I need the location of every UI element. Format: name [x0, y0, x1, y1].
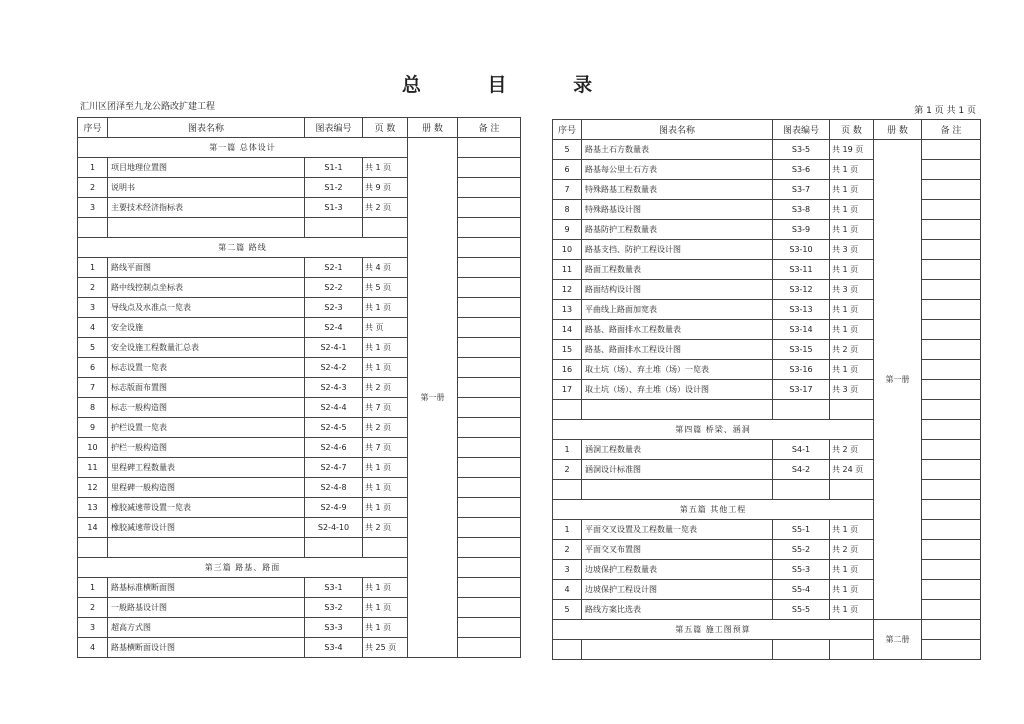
volume-cell: 第二册: [874, 620, 922, 660]
row-number: 8: [78, 398, 108, 418]
drawing-name: 说明书: [108, 178, 305, 198]
remark-cell: [922, 300, 981, 320]
drawing-code: S3-10: [773, 240, 830, 260]
empty-cell: [773, 640, 830, 660]
row-number: 7: [553, 180, 582, 200]
row-number: 3: [553, 560, 582, 580]
volume-cell: 第一册: [874, 140, 922, 620]
volume-cell: 第一册: [408, 138, 458, 658]
empty-cell: [773, 480, 830, 500]
empty-cell: [78, 538, 108, 558]
drawing-name: 一般路基设计图: [108, 598, 305, 618]
table-row: [78, 138, 521, 158]
empty-cell: [830, 640, 874, 660]
remark-cell: [922, 380, 981, 400]
drawing-name: 路基防护工程数量表: [582, 220, 773, 240]
remark-cell: [922, 620, 981, 640]
page-count: 共 2 页: [363, 198, 408, 218]
table-header-row: [553, 120, 981, 140]
drawing-code: S1-1: [305, 158, 363, 178]
drawing-name: 标志版面布置图: [108, 378, 305, 398]
empty-cell: [305, 538, 363, 558]
col-header-code: 图表编号: [305, 118, 363, 138]
page-count: 共 1 页: [830, 220, 874, 240]
col-header-code: 图表编号: [773, 120, 830, 140]
remark-cell: [458, 298, 521, 318]
empty-cell: [553, 400, 582, 420]
table-row: [553, 620, 981, 640]
page-count: 共 7 页: [363, 398, 408, 418]
page-count: 共 1 页: [830, 520, 874, 540]
drawing-code: S3-12: [773, 280, 830, 300]
drawing-code: S2-4-7: [305, 458, 363, 478]
row-number: 5: [553, 140, 582, 160]
drawing-code: S2-4: [305, 318, 363, 338]
row-number: 1: [78, 258, 108, 278]
drawing-name: 涵洞工程数量表: [582, 440, 773, 460]
drawing-name: 路基每公里土石方表: [582, 160, 773, 180]
row-number: 12: [553, 280, 582, 300]
drawing-name: 取土坑（场）、弃土堆（场）一览表: [582, 360, 773, 380]
drawing-name: 平面交叉设置及工程数量一览表: [582, 520, 773, 540]
remark-cell: [458, 358, 521, 378]
drawing-code: S4-1: [773, 440, 830, 460]
drawing-name: 取土坑（场）、弃土堆（场）设计图: [582, 380, 773, 400]
page-count: 共 24 页: [830, 460, 874, 480]
remark-cell: [458, 458, 521, 478]
row-number: 2: [553, 540, 582, 560]
page-info: 第 1 页 共 1 页: [914, 106, 976, 116]
drawing-name: 路基、路面排水工程设计图: [582, 340, 773, 360]
remark-cell: [922, 140, 981, 160]
col-header-no: 序号: [78, 118, 108, 138]
drawing-name: 路基标准横断面图: [108, 578, 305, 598]
drawing-name: 路基支挡、防护工程设计图: [582, 240, 773, 260]
row-number: 5: [78, 338, 108, 358]
drawing-name: 路面工程数量表: [582, 260, 773, 280]
remark-cell: [922, 220, 981, 240]
drawing-code: S3-9: [773, 220, 830, 240]
page-count: 共 7 页: [363, 438, 408, 458]
drawing-code: S3-14: [773, 320, 830, 340]
drawing-code: S2-4-4: [305, 398, 363, 418]
page-count: 共 3 页: [830, 240, 874, 260]
drawing-code: S2-3: [305, 298, 363, 318]
remark-cell: [922, 580, 981, 600]
row-number: 11: [78, 458, 108, 478]
drawing-code: S5-3: [773, 560, 830, 580]
project-name: 汇川区团泽至九龙公路改扩建工程: [80, 102, 216, 112]
page-count: 共 1 页: [830, 580, 874, 600]
page-count: 共 1 页: [830, 320, 874, 340]
remark-cell: [922, 560, 981, 580]
empty-cell: [773, 400, 830, 420]
remark-cell: [458, 378, 521, 398]
remark-cell: [458, 258, 521, 278]
row-number: 5: [553, 600, 582, 620]
row-number: 2: [78, 278, 108, 298]
page-count: 共 1 页: [830, 200, 874, 220]
section-heading: 第一篇 总体设计: [78, 138, 408, 158]
empty-cell: [553, 640, 582, 660]
col-header-remark: 备 注: [458, 118, 521, 138]
empty-cell: [830, 400, 874, 420]
remark-cell: [922, 200, 981, 220]
remark-cell: [458, 158, 521, 178]
page-count: 共 2 页: [830, 340, 874, 360]
remark-cell: [458, 198, 521, 218]
remark-cell: [922, 420, 981, 440]
row-number: 14: [78, 518, 108, 538]
drawing-name: 导线点及水准点一览表: [108, 298, 305, 318]
row-number: 9: [78, 418, 108, 438]
table-header-row: [78, 118, 521, 138]
drawing-name: 特殊路基设计图: [582, 200, 773, 220]
page-count: 共 3 页: [830, 280, 874, 300]
remark-cell: [922, 180, 981, 200]
section-heading: 第二篇 路线: [78, 238, 408, 258]
drawing-code: S3-2: [305, 598, 363, 618]
remark-cell: [922, 400, 981, 420]
page-count: 共 1 页: [363, 598, 408, 618]
table-row: [553, 140, 981, 160]
row-number: 13: [78, 498, 108, 518]
empty-cell: [553, 480, 582, 500]
remark-cell: [458, 478, 521, 498]
drawing-name: 里程碑一般构造图: [108, 478, 305, 498]
empty-cell: [582, 640, 773, 660]
remark-cell: [922, 160, 981, 180]
drawing-code: S1-2: [305, 178, 363, 198]
empty-cell: [108, 538, 305, 558]
row-number: 1: [553, 520, 582, 540]
empty-cell: [582, 480, 773, 500]
remark-cell: [458, 178, 521, 198]
row-number: 4: [78, 318, 108, 338]
page-count: 共 1 页: [363, 618, 408, 638]
drawing-name: 平面交叉布置图: [582, 540, 773, 560]
drawing-code: S3-7: [773, 180, 830, 200]
row-number: 2: [553, 460, 582, 480]
remark-cell: [922, 340, 981, 360]
drawing-name: 主要技术经济指标表: [108, 198, 305, 218]
page-count: 共 1 页: [363, 338, 408, 358]
page-count: 共 5 页: [363, 278, 408, 298]
page-count: 共 1 页: [363, 478, 408, 498]
page-count: 共 4 页: [363, 258, 408, 278]
remark-cell: [922, 600, 981, 620]
drawing-code: S3-11: [773, 260, 830, 280]
page-count: 共 25 页: [363, 638, 408, 658]
page-count: 共 1 页: [830, 300, 874, 320]
row-number: 16: [553, 360, 582, 380]
page-count: 共 2 页: [363, 378, 408, 398]
drawing-name: 涵洞设计标准图: [582, 460, 773, 480]
page-count: 共 1 页: [363, 458, 408, 478]
col-header-remark: 备 注: [922, 120, 981, 140]
col-header-pages: 页 数: [830, 120, 874, 140]
row-number: 14: [553, 320, 582, 340]
row-number: 1: [78, 158, 108, 178]
col-header-volume: 册 数: [874, 120, 922, 140]
remark-cell: [458, 598, 521, 618]
page-count: 共 2 页: [363, 518, 408, 538]
page-count: 共 1 页: [830, 180, 874, 200]
drawing-name: 边坡保护工程设计图: [582, 580, 773, 600]
row-number: 12: [78, 478, 108, 498]
row-number: 6: [78, 358, 108, 378]
row-number: 17: [553, 380, 582, 400]
drawing-code: S3-6: [773, 160, 830, 180]
page-count: 共 2 页: [363, 418, 408, 438]
drawing-code: S2-4-9: [305, 498, 363, 518]
drawing-code: S2-4-10: [305, 518, 363, 538]
drawing-name: 路基横断面设计图: [108, 638, 305, 658]
remark-cell: [922, 240, 981, 260]
remark-cell: [458, 578, 521, 598]
page-count: 共 19 页: [830, 140, 874, 160]
drawing-code: S1-3: [305, 198, 363, 218]
drawing-name: 安全设施: [108, 318, 305, 338]
remark-cell: [458, 518, 521, 538]
row-number: 6: [553, 160, 582, 180]
toc-table-right: [552, 119, 981, 660]
section-heading: 第三篇 路基、路面: [78, 558, 408, 578]
remark-cell: [458, 418, 521, 438]
row-number: 8: [553, 200, 582, 220]
drawing-code: S5-2: [773, 540, 830, 560]
page-count: 共 1 页: [830, 360, 874, 380]
drawing-code: S2-2: [305, 278, 363, 298]
page-count: 共 3 页: [830, 380, 874, 400]
toc-table-left: [77, 117, 521, 658]
row-number: 10: [553, 240, 582, 260]
drawing-code: S2-4-3: [305, 378, 363, 398]
page-count: 共 1 页: [830, 600, 874, 620]
drawing-name: 护栏设置一览表: [108, 418, 305, 438]
remark-cell: [458, 318, 521, 338]
drawing-name: 路线平面图: [108, 258, 305, 278]
drawing-code: S3-13: [773, 300, 830, 320]
empty-cell: [108, 218, 305, 238]
row-number: 2: [78, 598, 108, 618]
remark-cell: [458, 498, 521, 518]
section-heading: 第五篇 施工图预算: [553, 620, 874, 640]
row-number: 3: [78, 198, 108, 218]
drawing-code: S3-1: [305, 578, 363, 598]
page-count: 共 2 页: [830, 440, 874, 460]
drawing-name: 橡胶减速带设计图: [108, 518, 305, 538]
empty-cell: [78, 218, 108, 238]
remark-cell: [458, 138, 521, 158]
empty-cell: [363, 218, 408, 238]
row-number: 3: [78, 298, 108, 318]
remark-cell: [458, 538, 521, 558]
page-count: 共 1 页: [363, 298, 408, 318]
row-number: 7: [78, 378, 108, 398]
remark-cell: [922, 480, 981, 500]
remark-cell: [922, 440, 981, 460]
drawing-code: S4-2: [773, 460, 830, 480]
row-number: 11: [553, 260, 582, 280]
remark-cell: [922, 540, 981, 560]
drawing-name: 路中线控制点坐标表: [108, 278, 305, 298]
drawing-name: 特殊路基工程数量表: [582, 180, 773, 200]
remark-cell: [922, 360, 981, 380]
remark-cell: [922, 460, 981, 480]
empty-cell: [582, 400, 773, 420]
drawing-code: S2-4-6: [305, 438, 363, 458]
drawing-code: S3-15: [773, 340, 830, 360]
drawing-code: S2-4-8: [305, 478, 363, 498]
page-count: 共 1 页: [363, 498, 408, 518]
col-header-no: 序号: [553, 120, 582, 140]
remark-cell: [458, 398, 521, 418]
drawing-name: 护栏一般构造图: [108, 438, 305, 458]
drawing-name: 路基土石方数量表: [582, 140, 773, 160]
empty-cell: [363, 538, 408, 558]
drawing-code: S2-1: [305, 258, 363, 278]
page-count: 共 1 页: [830, 160, 874, 180]
drawing-code: S2-4-2: [305, 358, 363, 378]
row-number: 10: [78, 438, 108, 458]
col-header-name: 图表名称: [582, 120, 773, 140]
drawing-code: S3-16: [773, 360, 830, 380]
page-count: 共 1 页: [830, 260, 874, 280]
remark-cell: [458, 618, 521, 638]
page-count: 共 2 页: [830, 540, 874, 560]
row-number: 1: [78, 578, 108, 598]
section-heading: 第五篇 其他工程: [553, 500, 874, 520]
row-number: 1: [553, 440, 582, 460]
drawing-code: S5-5: [773, 600, 830, 620]
page-count: 共 1 页: [363, 358, 408, 378]
page-count: 共 1 页: [363, 158, 408, 178]
page-count: 共 页: [363, 318, 408, 338]
remark-cell: [458, 218, 521, 238]
row-number: 4: [553, 580, 582, 600]
drawing-code: S3-17: [773, 380, 830, 400]
drawing-code: S2-4-1: [305, 338, 363, 358]
drawing-name: 标志一般构造图: [108, 398, 305, 418]
drawing-name: 超高方式图: [108, 618, 305, 638]
section-heading: 第四篇 桥梁、涵洞: [553, 420, 874, 440]
drawing-code: S3-3: [305, 618, 363, 638]
remark-cell: [922, 520, 981, 540]
row-number: 2: [78, 178, 108, 198]
drawing-name: 标志设置一览表: [108, 358, 305, 378]
drawing-name: 里程碑工程数量表: [108, 458, 305, 478]
remark-cell: [458, 338, 521, 358]
remark-cell: [922, 260, 981, 280]
drawing-name: 路基、路面排水工程数量表: [582, 320, 773, 340]
drawing-name: 路面结构设计图: [582, 280, 773, 300]
remark-cell: [458, 558, 521, 578]
remark-cell: [922, 280, 981, 300]
col-header-pages: 页 数: [363, 118, 408, 138]
row-number: 13: [553, 300, 582, 320]
col-header-volume: 册 数: [408, 118, 458, 138]
empty-cell: [305, 218, 363, 238]
remark-cell: [458, 278, 521, 298]
remark-cell: [922, 640, 981, 660]
row-number: 4: [78, 638, 108, 658]
remark-cell: [458, 638, 521, 658]
drawing-code: S5-4: [773, 580, 830, 600]
page-title: 总 目 录: [401, 74, 623, 96]
row-number: 15: [553, 340, 582, 360]
row-number: 9: [553, 220, 582, 240]
remark-cell: [458, 238, 521, 258]
empty-cell: [830, 480, 874, 500]
drawing-code: S3-5: [773, 140, 830, 160]
page-count: 共 1 页: [363, 578, 408, 598]
drawing-name: 橡胶减速带设置一览表: [108, 498, 305, 518]
drawing-name: 安全设施工程数量汇总表: [108, 338, 305, 358]
drawing-code: S3-4: [305, 638, 363, 658]
page-count: 共 1 页: [830, 560, 874, 580]
row-number: 3: [78, 618, 108, 638]
drawing-code: S5-1: [773, 520, 830, 540]
drawing-code: S3-8: [773, 200, 830, 220]
remark-cell: [458, 438, 521, 458]
drawing-name: 平曲线上路面加宽表: [582, 300, 773, 320]
drawing-code: S2-4-5: [305, 418, 363, 438]
drawing-name: 路线方案比选表: [582, 600, 773, 620]
col-header-name: 图表名称: [108, 118, 305, 138]
remark-cell: [922, 320, 981, 340]
remark-cell: [922, 500, 981, 520]
drawing-name: 边坡保护工程数量表: [582, 560, 773, 580]
drawing-name: 项目地理位置图: [108, 158, 305, 178]
page-count: 共 9 页: [363, 178, 408, 198]
